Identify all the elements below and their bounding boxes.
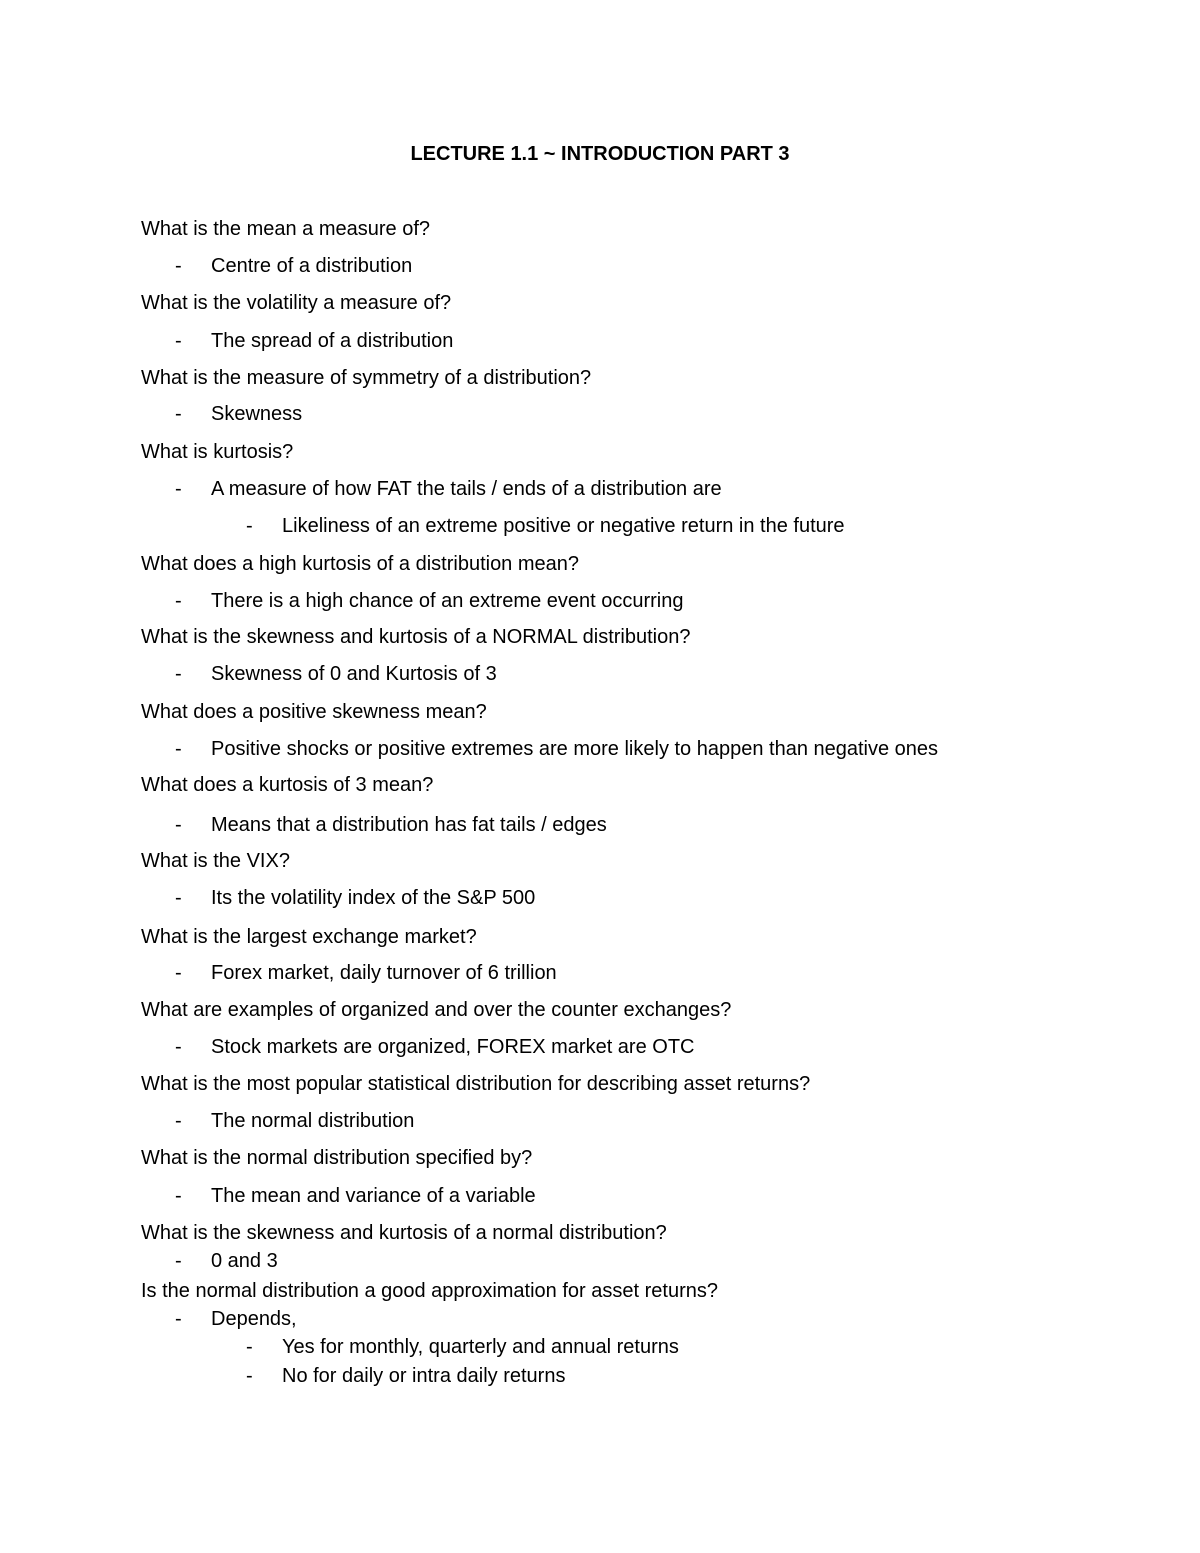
bullet-dash: - — [175, 663, 182, 685]
answer-text: Forex market, daily turnover of 6 trillion — [211, 962, 557, 984]
answer-item — [0, 1248, 1200, 1274]
bullet-dash: - — [175, 1185, 182, 1207]
bullet-dash: - — [175, 1308, 182, 1330]
answer-text: Yes for monthly, quarterly and annual returns — [282, 1336, 679, 1358]
sub-answer-item — [0, 513, 1200, 539]
answer-item — [0, 885, 1200, 911]
question-text: What is the most popular statistical distribution for describing asset returns? — [141, 1073, 811, 1095]
bullet-dash: - — [175, 1036, 182, 1058]
question-text: Is the normal distribution a good approximation for asset returns? — [141, 1280, 718, 1302]
lecture-title: LECTURE 1.1 ~ INTRODUCTION PART 3 — [410, 143, 790, 165]
bullet-dash: - — [246, 1365, 253, 1387]
bullet-dash: - — [246, 515, 253, 537]
question-text: What does a positive skewness mean? — [141, 701, 487, 723]
answer-text: Centre of a distribution — [211, 255, 413, 277]
answer-text: There is a high chance of an extreme event occurring — [211, 590, 684, 612]
answer-item — [0, 476, 1200, 502]
answer-item — [0, 736, 1200, 762]
question-text: What are examples of organized and over the counter exchanges? — [141, 999, 732, 1021]
answer-text: Positive shocks or positive extremes are more likely to happen than negative ones — [211, 738, 939, 760]
bullet-dash: - — [175, 590, 182, 612]
question-text: What does a kurtosis of 3 mean? — [141, 774, 434, 796]
bullet-dash: - — [175, 887, 182, 909]
answer-item — [0, 253, 1200, 279]
answer-item — [0, 588, 1200, 614]
question-text: What is kurtosis? — [141, 441, 294, 463]
answer-text: Its the volatility index of the S&P 500 — [211, 887, 536, 909]
answer-item — [0, 1108, 1200, 1134]
bullet-dash: - — [175, 1250, 182, 1272]
bullet-dash: - — [175, 255, 182, 277]
bullet-dash: - — [175, 403, 182, 425]
answer-text: The normal distribution — [211, 1110, 415, 1132]
bullet-dash: - — [175, 738, 182, 760]
answer-text: Depends, — [211, 1308, 297, 1330]
bullet-dash: - — [175, 478, 182, 500]
answer-text: The mean and variance of a variable — [211, 1185, 536, 1207]
sub-answer-item — [0, 1334, 1200, 1360]
answer-text: Skewness of 0 and Kurtosis of 3 — [211, 663, 497, 685]
answer-text: Means that a distribution has fat tails / edges — [211, 814, 607, 836]
question-text: What is the VIX? — [141, 850, 290, 872]
answer-item — [0, 1034, 1200, 1060]
answer-text: Likeliness of an extreme positive or negative return in the future — [282, 515, 845, 537]
question-text: What does a high kurtosis of a distribution mean? — [141, 553, 580, 575]
bullet-dash: - — [175, 814, 182, 836]
question-text: What is the normal distribution specified by? — [141, 1147, 533, 1169]
sub-answer-item — [0, 1363, 1200, 1389]
answer-text: No for daily or intra daily returns — [282, 1365, 566, 1387]
bullet-dash: - — [246, 1336, 253, 1358]
question-text: What is the measure of symmetry of a distribution? — [141, 367, 592, 389]
answer-item — [0, 328, 1200, 354]
answer-item — [0, 1183, 1200, 1209]
question-text: What is the mean a measure of? — [141, 218, 431, 240]
question-text: What is the skewness and kurtosis of a normal distribution? — [141, 1222, 667, 1244]
bullet-dash: - — [175, 962, 182, 984]
question-text: What is the largest exchange market? — [141, 926, 477, 948]
bullet-dash: - — [175, 1110, 182, 1132]
bullet-dash: - — [175, 330, 182, 352]
answer-text: The spread of a distribution — [211, 330, 454, 352]
answer-text: Skewness — [211, 403, 303, 425]
answer-item — [0, 812, 1200, 838]
answer-item — [0, 401, 1200, 427]
answer-text: A measure of how FAT the tails / ends of a distribution are — [211, 478, 722, 500]
question-text: What is the skewness and kurtosis of a NORMAL distribution? — [141, 626, 691, 648]
answer-item — [0, 960, 1200, 986]
answer-text: Stock markets are organized, FOREX market are OTC — [211, 1036, 695, 1058]
answer-text: 0 and 3 — [211, 1250, 278, 1272]
question-text: What is the volatility a measure of? — [141, 292, 452, 314]
answer-item — [0, 1306, 1200, 1332]
answer-item — [0, 661, 1200, 687]
